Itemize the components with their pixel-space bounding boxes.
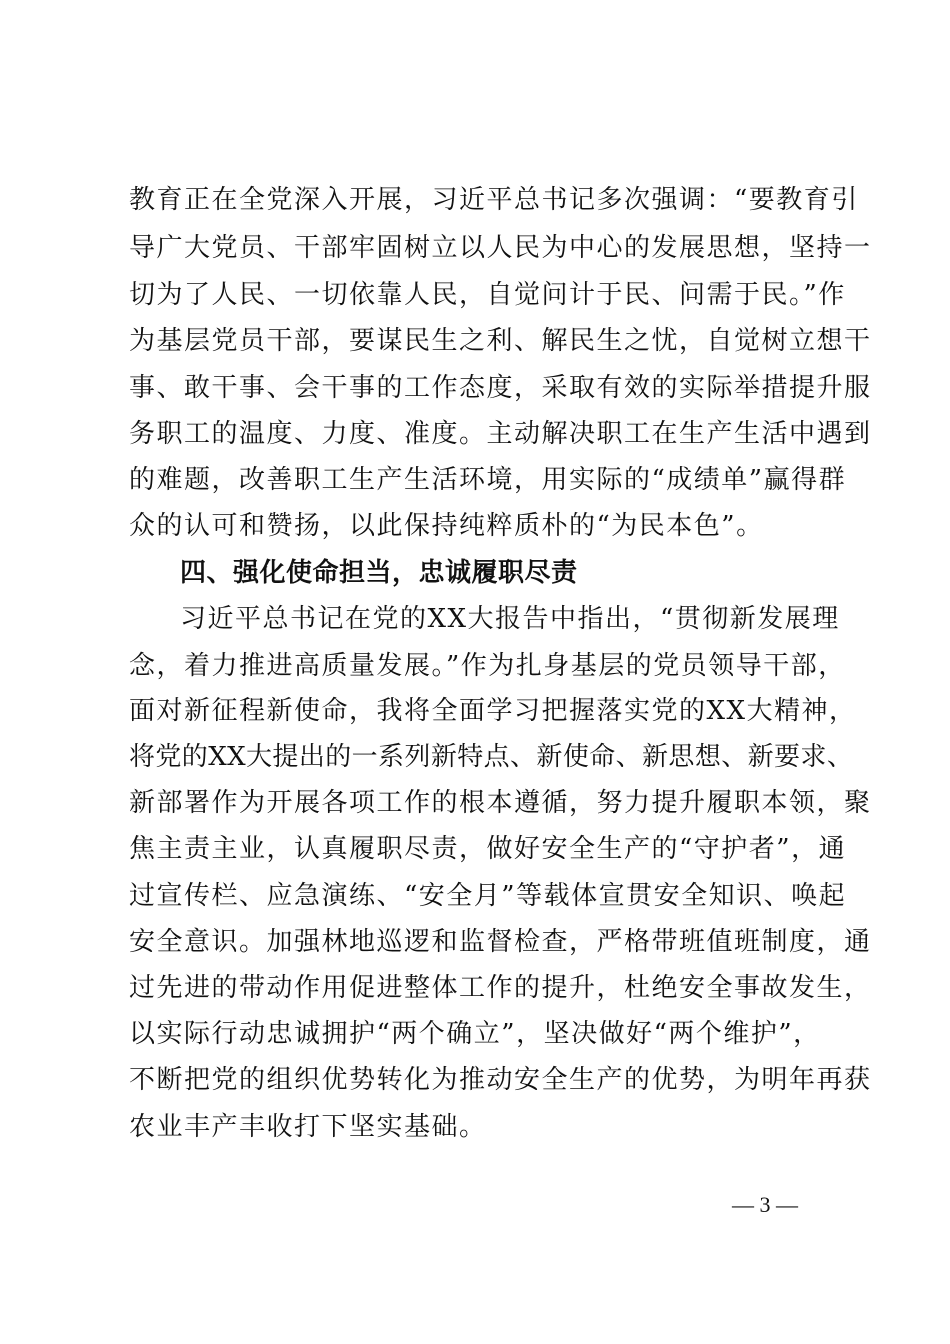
body-text-line: 的难题，改善职工生产生活环境，用实际的“成绩单”赢得群 <box>129 465 847 495</box>
body-text-line: 焦主责主业，认真履职尽责，做好安全生产的“守护者”，通 <box>129 834 847 864</box>
body-text-line: 以实际行动忠诚拥护“两个确立”，坚决做好“两个维护”， <box>129 1019 821 1049</box>
body-text-line: 将党的XX大提出的一系列新特点、新使命、新思想、新要求、 <box>129 742 854 772</box>
body-text-line: 过宣传栏、应急演练、“安全月”等载体宣贯安全知识、唤起 <box>129 881 847 911</box>
section-heading: 四、强化使命担当，忠诚履职尽责 <box>180 558 578 588</box>
body-text-line: 农业丰产丰收打下坚实基础。 <box>129 1112 487 1142</box>
body-text-line: 习近平总书记在党的XX大报告中指出，“贯彻新发展理 <box>180 604 840 634</box>
body-text-line: 安全意识。加强林地巡逻和监督检查，严格带班值班制度，通 <box>129 927 872 957</box>
body-text-line: 不断把党的组织优势转化为推动安全生产的优势，为明年再获 <box>129 1065 872 1095</box>
body-text-line: 务职工的温度、力度、准度。主动解决职工在生产生活中遇到 <box>129 419 872 449</box>
body-text-line: 众的认可和赞扬，以此保持纯粹质朴的“为民本色”。 <box>129 511 764 541</box>
body-text-line: 过先进的带动作用促进整体工作的提升，杜绝安全事故发生， <box>129 973 872 1003</box>
page-number: — 3 — <box>732 1192 798 1217</box>
body-text-line: 事、敢干事、会干事的工作态度，采取有效的实际举措提升服 <box>129 373 872 403</box>
body-text-line: 教育正在全党深入开展，习近平总书记多次强调：“要教育引 <box>129 185 859 215</box>
body-text-line: 导广大党员、干部牢固树立以人民为中心的发展思想，坚持一 <box>129 233 872 263</box>
body-text-line: 为基层党员干部，要谋民生之利、解民生之忧，自觉树立想干 <box>129 326 872 356</box>
body-text-line: 切为了人民、一切依靠人民，自觉问计于民、问需于民。”作 <box>129 280 846 310</box>
body-text-line: 新部署作为开展各项工作的根本遵循，努力提升履职本领，聚 <box>129 788 872 818</box>
body-text-line: 面对新征程新使命，我将全面学习把握落实党的XX大精神， <box>129 696 857 726</box>
body-text-line: 念，着力推进高质量发展。”作为扎身基层的党员领导干部， <box>129 651 846 681</box>
